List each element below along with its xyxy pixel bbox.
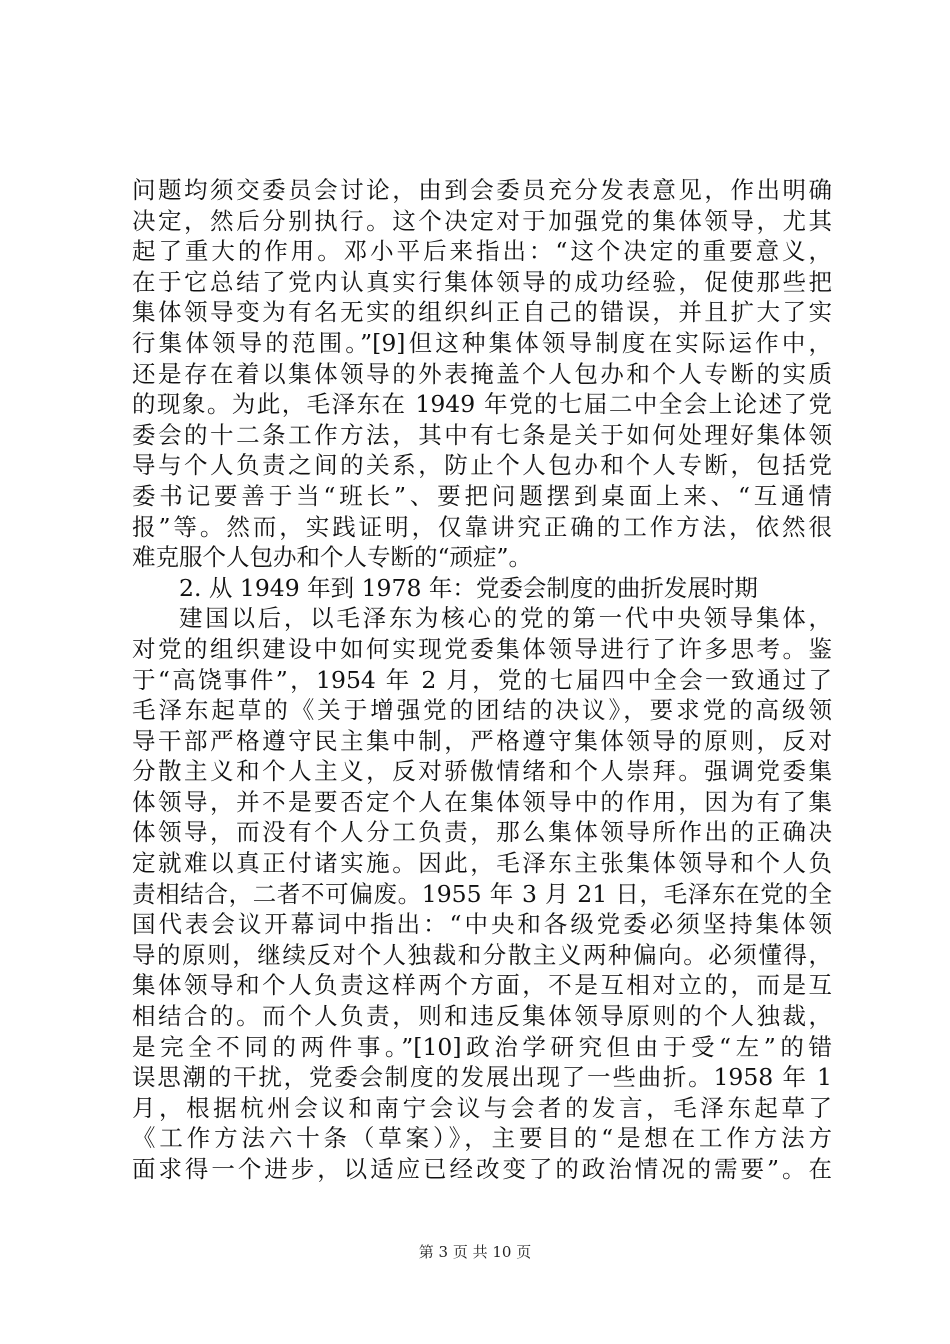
text-line: 毛泽东起草的《关于增强党的团结的决议》，要求党的高级领 [132,696,832,725]
text-line: 导干部严格遵守民主集中制，严格遵守集体领导的原则，反对 [132,726,832,755]
document-body [132,175,832,1185]
text-line: 相结合的。而个人负责，则和违反集体领导原则的个人独裁， [132,1002,832,1031]
text-line: 难克服个人包办和个人专断的“顽症”。 [132,543,533,572]
text-line: 定就难以真正付诸实施。因此，毛泽东主张集体领导和个人负 [132,849,832,878]
text-line: 2. 从 1949 年到 1978 年：党委会制度的曲折发展时期 [179,573,758,602]
text-line: 导与个人负责之间的关系，防止个人包办和个人专断，包括党 [132,451,832,480]
text-line: 导的原则，继续反对个人独裁和分散主义两种偏向。必须懂得， [132,940,832,969]
text-line: 国代表会议开幕词中指出：“中央和各级党委必须坚持集体领 [132,910,832,939]
text-line: 问题均须交委员会讨论，由到会委员充分发表意见，作出明确 [132,176,832,204]
text-line: 是完全不同的两件事。”[10]政治学研究但由于受“左”的错 [132,1032,832,1061]
text-line: 分散主义和个人主义，反对骄傲情绪和个人崇拜。强调党委集 [132,757,832,786]
text-line: 体领导，而没有个人分工负责，那么集体领导所作出的正确决 [132,818,832,847]
text-line: 对党的组织建设中如何实现党委集体领导进行了许多思考。鉴 [132,634,832,663]
text-line: 委会的十二条工作方法，其中有七条是关于如何处理好集体领 [132,420,832,449]
text-line: 还是存在着以集体领导的外表掩盖个人包办和个人专断的实质 [132,359,832,388]
text-line: 集体领导和个人负责这样两个方面，不是互相对立的，而是互 [132,971,832,1000]
text-line: 在于它总结了党内认真实行集体领导的成功经验，促使那些把 [132,267,832,296]
text-line: 决定，然后分别执行。这个决定对于加强党的集体领导，尤其 [132,206,832,235]
text-line: 的现象。为此，毛泽东在 1949 年党的七届二中全会上论述了党 [132,390,832,419]
text-line: 报”等。然而，实践证明，仅靠讲究正确的工作方法，依然很 [132,512,832,541]
text-line: 行集体领导的范围。”[9]但这种集体领导制度在实际运作中， [132,328,832,357]
text-line: 责相结合，二者不可偏废。1955 年 3 月 21 日，毛泽东在党的全 [132,879,832,908]
text-line: 月，根据杭州会议和南宁会议与会者的发言，毛泽东起草了 [132,1093,832,1122]
text-line: 体领导，并不是要否定个人在集体领导中的作用，因为有了集 [132,787,832,816]
text-line: 起了重大的作用。邓小平后来指出：“这个决定的重要意义， [132,237,832,266]
text-line: 于“高饶事件”，1954 年 2 月，党的七届四中全会一致通过了 [132,665,832,694]
text-line: 《工作方法六十条（草案）》，主要目的“是想在工作方法方 [132,1124,832,1153]
text-line: 建国以后，以毛泽东为核心的党的第一代中央领导集体， [179,604,832,633]
text-line: 面求得一个进步，以适应已经改变了的政治情况的需要”。在 [132,1155,832,1183]
text-line: 委书记要善于当“班长”、要把问题摆到桌面上来、“互通情 [132,481,832,510]
text-line: 集体领导变为有名无实的组织纠正自己的错误，并且扩大了实 [132,298,832,327]
text-line: 误思潮的干扰，党委会制度的发展出现了一些曲折。1958 年 1 [132,1063,832,1092]
page-footer: 第 3 页 共 10 页 [418,1243,532,1261]
